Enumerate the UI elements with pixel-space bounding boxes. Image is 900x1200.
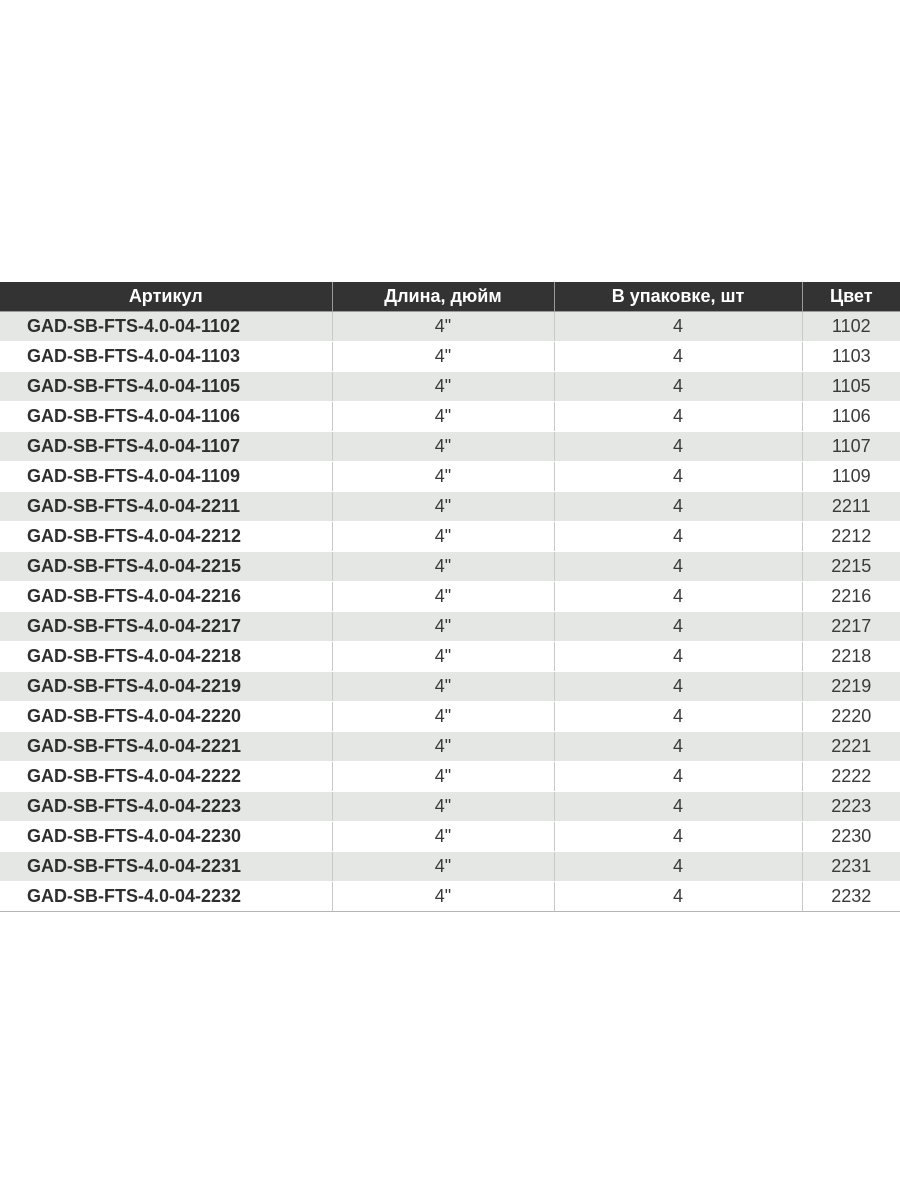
table-row [0, 432, 900, 462]
pack-qty-cell: 4 [554, 612, 802, 642]
color-cell: 1103 [802, 342, 900, 372]
color-cell: 1107 [802, 432, 900, 462]
sku-cell: GAD-SB-FTS-4.0-04-2217 [0, 612, 332, 642]
product-table [0, 282, 900, 912]
sku-cell: GAD-SB-FTS-4.0-04-1106 [0, 402, 332, 432]
sku-cell: GAD-SB-FTS-4.0-04-2230 [0, 822, 332, 852]
sku-cell: GAD-SB-FTS-4.0-04-2215 [0, 552, 332, 582]
length-cell: 4" [332, 612, 554, 642]
length-cell: 4" [332, 402, 554, 432]
table-row [0, 702, 900, 732]
length-cell: 4" [332, 732, 554, 762]
color-cell: 2218 [802, 642, 900, 672]
table-row [0, 462, 900, 492]
table-row [0, 852, 900, 882]
sku-cell: GAD-SB-FTS-4.0-04-2223 [0, 792, 332, 822]
color-cell: 2223 [802, 792, 900, 822]
table-row [0, 732, 900, 762]
length-cell: 4" [332, 852, 554, 882]
table-row [0, 882, 900, 912]
length-cell: 4" [332, 762, 554, 792]
sku-cell: GAD-SB-FTS-4.0-04-2220 [0, 702, 332, 732]
length-cell: 4" [332, 372, 554, 402]
color-cell: 2221 [802, 732, 900, 762]
table-row [0, 372, 900, 402]
pack-qty-cell: 4 [554, 822, 802, 852]
length-cell: 4" [332, 882, 554, 912]
product-table-container [0, 282, 900, 912]
header-row [0, 282, 900, 312]
sku-cell: GAD-SB-FTS-4.0-04-2219 [0, 672, 332, 702]
length-cell: 4" [332, 312, 554, 342]
length-cell: 4" [332, 672, 554, 702]
table-row [0, 642, 900, 672]
color-cell: 2212 [802, 522, 900, 552]
pack-qty-cell: 4 [554, 762, 802, 792]
sku-cell: GAD-SB-FTS-4.0-04-1103 [0, 342, 332, 372]
sku-cell: GAD-SB-FTS-4.0-04-2232 [0, 882, 332, 912]
pack-qty-cell: 4 [554, 432, 802, 462]
pack-qty-cell: 4 [554, 642, 802, 672]
table-row [0, 762, 900, 792]
sku-cell: GAD-SB-FTS-4.0-04-2221 [0, 732, 332, 762]
color-cell: 2217 [802, 612, 900, 642]
length-cell: 4" [332, 462, 554, 492]
table-row [0, 822, 900, 852]
table-row [0, 792, 900, 822]
color-cell: 2211 [802, 492, 900, 522]
table-row [0, 522, 900, 552]
sku-cell: GAD-SB-FTS-4.0-04-1102 [0, 312, 332, 342]
column-header-color: Цвет [802, 282, 900, 312]
table-row [0, 312, 900, 342]
table-row [0, 612, 900, 642]
pack-qty-cell: 4 [554, 372, 802, 402]
sku-cell: GAD-SB-FTS-4.0-04-2216 [0, 582, 332, 612]
table-row [0, 492, 900, 522]
color-cell: 2231 [802, 852, 900, 882]
pack-qty-cell: 4 [554, 882, 802, 912]
pack-qty-cell: 4 [554, 462, 802, 492]
table-row [0, 402, 900, 432]
length-cell: 4" [332, 582, 554, 612]
color-cell: 2215 [802, 552, 900, 582]
table-row [0, 582, 900, 612]
sku-cell: GAD-SB-FTS-4.0-04-1109 [0, 462, 332, 492]
table-row [0, 552, 900, 582]
color-cell: 2230 [802, 822, 900, 852]
pack-qty-cell: 4 [554, 582, 802, 612]
pack-qty-cell: 4 [554, 732, 802, 762]
column-header-length: Длина, дюйм [332, 282, 554, 312]
table-row [0, 342, 900, 372]
pack-qty-cell: 4 [554, 702, 802, 732]
table-header [0, 282, 900, 312]
color-cell: 1102 [802, 312, 900, 342]
length-cell: 4" [332, 432, 554, 462]
pack-qty-cell: 4 [554, 492, 802, 522]
table-body [0, 312, 900, 912]
column-header-pack-qty: В упаковке, шт [554, 282, 802, 312]
color-cell: 1106 [802, 402, 900, 432]
sku-cell: GAD-SB-FTS-4.0-04-2211 [0, 492, 332, 522]
pack-qty-cell: 4 [554, 402, 802, 432]
sku-cell: GAD-SB-FTS-4.0-04-2231 [0, 852, 332, 882]
color-cell: 2219 [802, 672, 900, 702]
length-cell: 4" [332, 342, 554, 372]
color-cell: 2232 [802, 882, 900, 912]
sku-cell: GAD-SB-FTS-4.0-04-2218 [0, 642, 332, 672]
table-row [0, 672, 900, 702]
length-cell: 4" [332, 702, 554, 732]
pack-qty-cell: 4 [554, 312, 802, 342]
color-cell: 2222 [802, 762, 900, 792]
pack-qty-cell: 4 [554, 552, 802, 582]
color-cell: 1109 [802, 462, 900, 492]
color-cell: 2220 [802, 702, 900, 732]
color-cell: 2216 [802, 582, 900, 612]
pack-qty-cell: 4 [554, 852, 802, 882]
sku-cell: GAD-SB-FTS-4.0-04-2212 [0, 522, 332, 552]
column-header-sku: Артикул [0, 282, 332, 312]
length-cell: 4" [332, 792, 554, 822]
sku-cell: GAD-SB-FTS-4.0-04-1107 [0, 432, 332, 462]
length-cell: 4" [332, 642, 554, 672]
pack-qty-cell: 4 [554, 522, 802, 552]
pack-qty-cell: 4 [554, 672, 802, 702]
length-cell: 4" [332, 552, 554, 582]
length-cell: 4" [332, 522, 554, 552]
pack-qty-cell: 4 [554, 342, 802, 372]
length-cell: 4" [332, 822, 554, 852]
color-cell: 1105 [802, 372, 900, 402]
length-cell: 4" [332, 492, 554, 522]
pack-qty-cell: 4 [554, 792, 802, 822]
sku-cell: GAD-SB-FTS-4.0-04-2222 [0, 762, 332, 792]
sku-cell: GAD-SB-FTS-4.0-04-1105 [0, 372, 332, 402]
